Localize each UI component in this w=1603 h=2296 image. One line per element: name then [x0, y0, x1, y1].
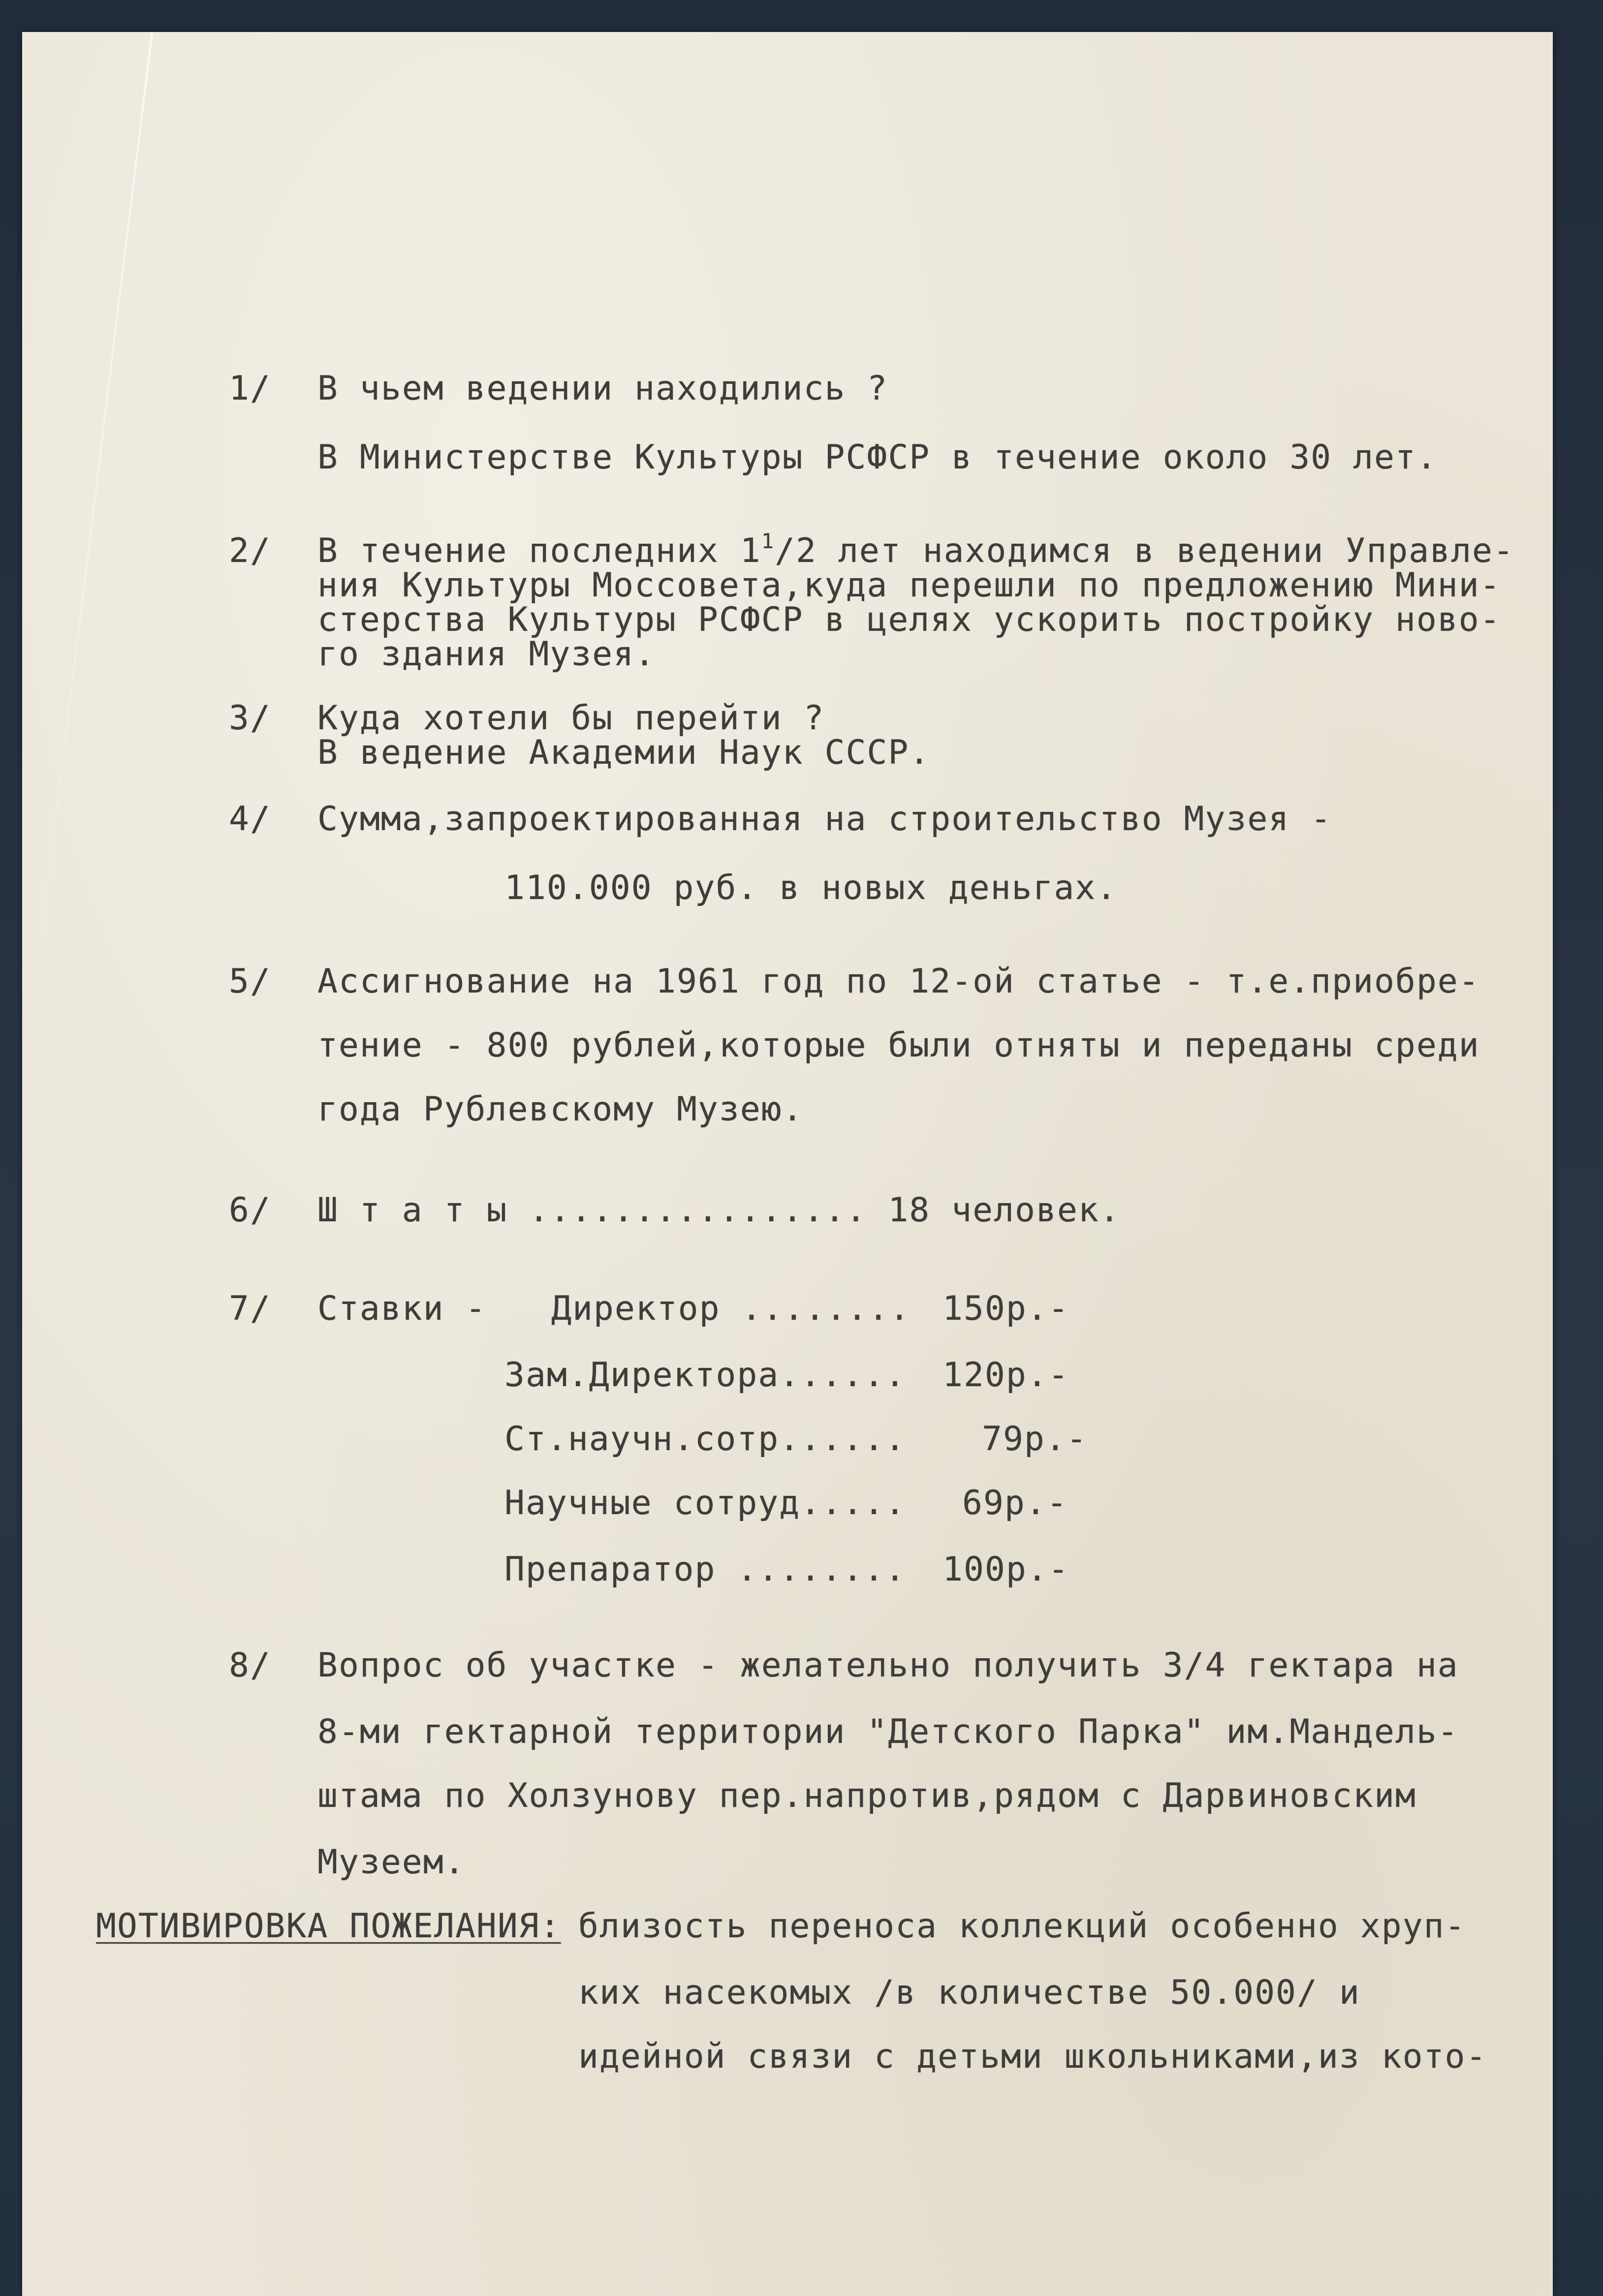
rate-position-1: Директор ........: [551, 1289, 911, 1328]
item-number-2: 2/: [229, 531, 271, 570]
item-number-1: 1/: [229, 369, 271, 408]
rate-amount-1: 150р.-: [943, 1289, 1069, 1328]
item-6-line-1: Ш т а т ы ................ 18 человек.: [317, 1191, 1121, 1230]
item-3-line-2: В ведение Академии Наук СССР.: [317, 733, 931, 772]
rate-position-5: Препаратор ........: [504, 1550, 906, 1589]
rate-position-4: Научные сотруд.....: [504, 1484, 906, 1522]
rate-position-2: Зам.Директора......: [504, 1356, 906, 1395]
item-number-7: 7/: [229, 1289, 271, 1328]
item-2-fraction-superscript: 1: [761, 529, 775, 553]
motivation-heading: МОТИВИРОВКА ПОЖЕЛАНИЯ:: [96, 1907, 561, 1946]
motivation-line-3: идейной связи с детьми школьниками,из кото-: [578, 2037, 1487, 2076]
rate-amount-4: 69р.-: [962, 1484, 1068, 1522]
item-number-6: 6/: [229, 1191, 271, 1230]
item-2-line-1-before: В течение последних 1: [317, 531, 761, 570]
item-number-3: 3/: [229, 699, 271, 738]
item-5-line-3: года Рублевскому Музею.: [317, 1090, 804, 1129]
item-3-line-1: Куда хотели бы перейти ?: [317, 699, 825, 738]
item-1-line-1: В чьем ведении находились ?: [317, 369, 888, 408]
item-8-line-3: штама по Холзунову пер.напротив,рядом с Дарвиновским: [317, 1776, 1416, 1815]
item-4-line-2: 110.000 руб. в новых деньгах.: [504, 869, 1118, 907]
item-number-5: 5/: [229, 962, 271, 1001]
item-2-line-3: стерства Культуры РСФСР в целях ускорить постройку ново-: [317, 600, 1501, 639]
rate-amount-3: 79р.-: [982, 1420, 1088, 1458]
document-page: [22, 32, 1553, 2296]
rate-amount-2: 120р.-: [943, 1356, 1069, 1395]
item-2-line-4: го здания Музея.: [317, 635, 656, 674]
rate-amount-5: 100р.-: [943, 1550, 1069, 1589]
rate-position-3: Ст.научн.сотр......: [504, 1420, 906, 1458]
item-number-4: 4/: [229, 800, 271, 838]
typed-content: [22, 32, 1553, 2296]
motivation-line-2: ких насекомых /в количестве 50.000/ и: [578, 1973, 1360, 2012]
item-4-line-1: Сумма,запроектированная на строительство Музея -: [317, 800, 1332, 838]
item-8-line-4: Музеем.: [317, 1843, 466, 1882]
item-1-line-2: В Министерстве Культуры РСФСР в течение около 30 лет.: [317, 438, 1438, 477]
item-5-line-1: Ассигнование на 1961 год по 12-ой статье - т.е.приобре-: [317, 962, 1480, 1001]
item-8-line-1: Вопрос об участке - желательно получить 3/4 гектара на: [317, 1646, 1459, 1685]
item-2-line-1-after: /2 лет находимся в ведении Управле-: [775, 531, 1514, 570]
motivation-line-1: близость переноса коллекций особенно хруп-: [578, 1907, 1466, 1946]
item-number-8: 8/: [229, 1646, 271, 1685]
item-5-line-2: тение - 800 рублей,которые были отняты и переданы среди: [317, 1026, 1480, 1065]
rates-label: Ставки -: [317, 1289, 487, 1328]
item-8-line-2: 8-ми гектарной территории "Детского Парка" им.Мандель-: [317, 1712, 1459, 1751]
item-2-line-1: [317, 531, 1514, 570]
item-2-line-2: ния Культуры Моссовета,куда перешли по предложению Мини-: [317, 566, 1501, 605]
